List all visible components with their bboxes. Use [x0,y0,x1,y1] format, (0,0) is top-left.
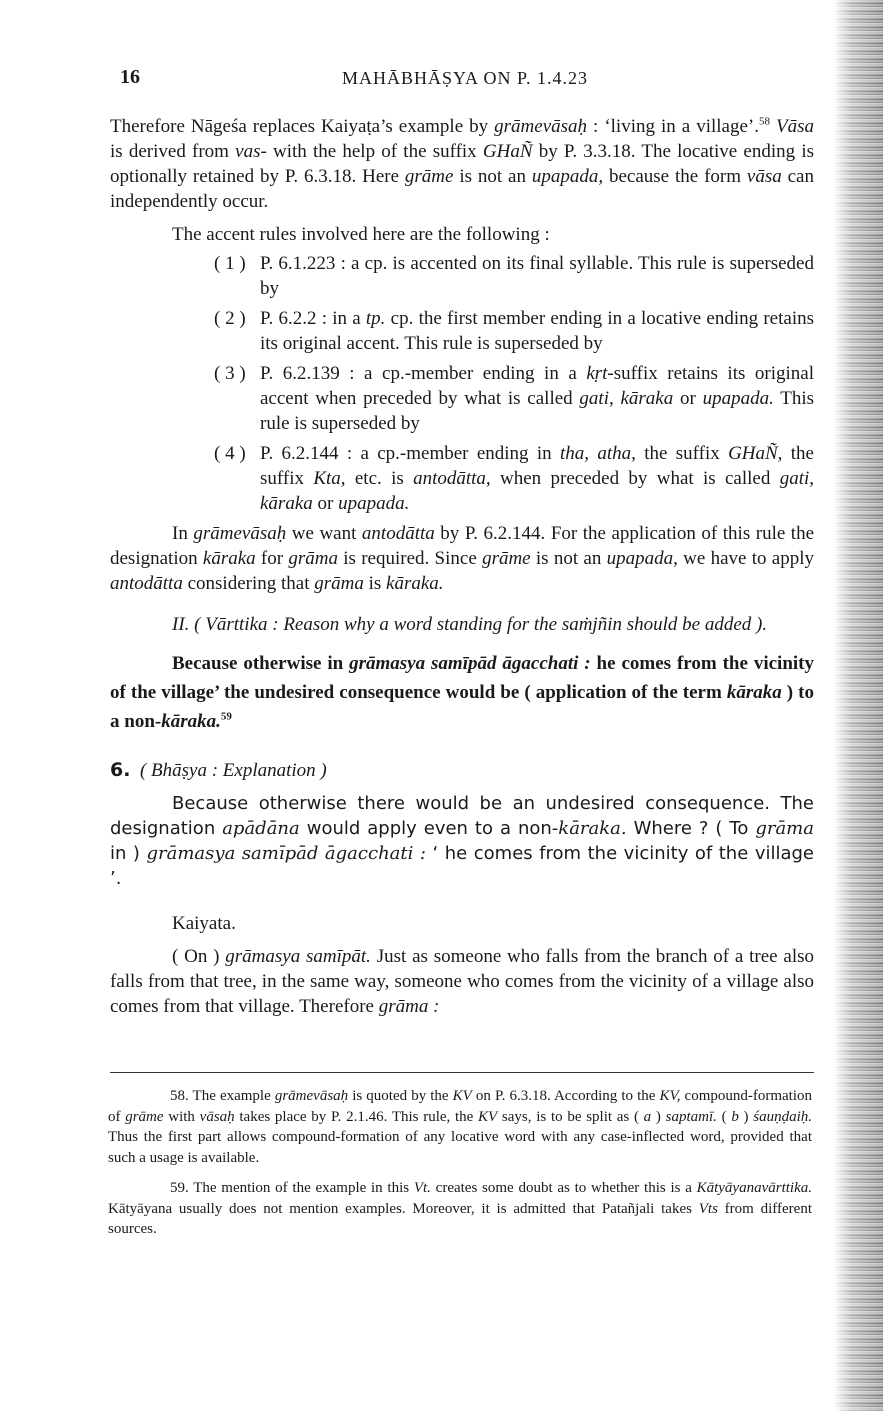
term: KV, [659,1088,681,1104]
term: kāraka [726,682,782,703]
list-item [214,251,814,301]
term: grāma [755,818,814,839]
term: grāmevāsaḥ [193,523,287,544]
vartika-text [110,649,814,736]
term: grāme [404,166,454,187]
page-header [120,66,810,96]
term: grāma : [378,996,440,1017]
term: kṛt [586,363,608,384]
text: compound-formation of [108,1088,813,1125]
text: is quoted by the [348,1088,453,1104]
text: is not an [530,548,607,569]
term: kāraka [202,548,256,569]
term: grāma [314,573,364,594]
text: with [163,1108,200,1125]
text: considering that [182,573,315,594]
text: P. 6.2.144 : a cp.-member ending in [260,443,560,464]
list-number: ( 3 ) [214,363,246,384]
text: Kātyāyana usually does not mention examples. Moreover, it is admitted that Patañjali takes [108,1200,699,1217]
paragraph-accent-intro: The accent rules involved here are the following : [172,224,550,245]
paragraph-explanation [110,791,814,891]
vartika-heading: II. ( Vārttika : Reason why a word standing for the saṁjñin should be added ). [172,614,768,635]
text: in ) [110,843,147,864]
text: on P. 6.3.18. According to the [471,1088,660,1104]
text: ) to a non- [110,682,815,732]
text: from different sources. [108,1200,812,1237]
text: we have to apply [677,548,815,569]
text: by P. 6.2.144. For the application of this rule the designation [110,523,815,569]
term: vāsa [746,166,782,187]
text: Where ? ( To [626,818,756,839]
term: Kātyāyanavārttika. [696,1180,812,1196]
term: antodātta [110,573,183,594]
text: is derived from [110,141,236,162]
bhasya-heading [110,758,814,783]
term: upapada, [606,548,678,569]
text: the suffix [635,443,729,464]
term: kāraka. [161,711,221,732]
text: Therefore Nāgeśa replaces Kaiyaṭa’s example by [110,116,495,137]
paragraph-nagesa [110,114,814,214]
text: 59. The mention of the example in this [170,1180,414,1196]
term: antodātta [361,523,435,544]
text: ( [716,1108,732,1125]
term: Vts [698,1200,718,1217]
text: the suffix [260,443,814,489]
list-text [260,441,814,516]
text: can independently occur. [110,166,814,212]
term: Vāsa [776,116,815,137]
term: grāmevāsaḥ [494,116,588,137]
text: -suffix retains its original accent when preceded by what is called [260,363,814,409]
term: grāmasya samīpāt. [225,946,371,967]
text: takes place by P. 2.1.46. This rule, the [234,1108,479,1125]
footnote-59 [108,1178,812,1240]
text: : ‘living in a village’. [587,116,759,137]
page-number: 16 [120,66,140,88]
text: Thus the first part allows compound-formation of any locative word with any case-inflected word, provided that such a usage is available. [108,1129,812,1166]
text: or [312,493,339,514]
text: P. 6.2.139 : a cp.-member ending in a [260,363,587,384]
term: GHaÑ, [728,443,783,464]
text: for [255,548,289,569]
term: GHaÑ [482,141,533,162]
list-text [260,361,814,436]
term: KV [478,1108,498,1125]
text: In [172,523,194,544]
paragraph-antodatta [110,521,814,596]
page-body [110,114,814,1019]
footnotes [108,1086,812,1240]
text: by P. 3.3.18. The locative ending is optionally retained by P. 6.3.18. Here [110,141,815,187]
term: KV [452,1088,472,1104]
running-head: MAHĀBHĀṢYA ON P. 1.4.23 [342,68,589,88]
text: This rule is superseded by [260,388,815,434]
text: or [673,388,703,409]
text: ) [651,1108,666,1125]
text: he comes from the vicinity of the village’ the undesired consequence would be ( application of the term [110,653,814,703]
term: antodātta, [413,468,491,489]
text: is not an [453,166,532,187]
text: when preceded by what is called [490,468,780,489]
paragraph-kaiyata [110,944,814,1019]
term: grāma [288,548,338,569]
section-number: 6. [110,759,131,781]
scan-edge [835,0,883,1411]
term: Vt. [413,1180,431,1196]
term: b [731,1108,739,1125]
term: a [643,1108,652,1125]
text: would apply even to a non- [299,818,559,839]
text: 58. The example [170,1088,275,1104]
list-number: ( 4 ) [214,443,246,464]
term: tha, atha, [559,443,636,464]
term: upapada. [338,493,410,514]
term: upapada, [531,166,604,187]
term: Kta, [313,468,346,489]
list-number: ( 1 ) [214,253,246,274]
term: apādāna [222,818,300,839]
list-item [214,306,814,356]
text: because the form [603,166,747,187]
term: gati, kāraka [260,468,814,514]
footnote-ref-59: 59 [220,710,232,723]
term: gati, kāraka [579,388,674,409]
term: grāmevāsaḥ [274,1088,349,1104]
text: etc. is [345,468,414,489]
term: grāmasya samīpād āgacchati : [349,653,591,674]
text: says, is to be split as ( [497,1108,644,1125]
text: is [363,573,387,594]
term: saptamī. [665,1108,717,1125]
list-item [214,441,814,516]
term: upapada. [702,388,774,409]
footnote-58 [108,1086,812,1168]
text: P. 6.2.2 : in a [260,308,366,329]
section-label: ( Bhāṣya : Explanation ) [139,760,327,781]
text: ( On ) [172,946,226,967]
term: śauṇḍaiḥ. [753,1108,813,1125]
text: with the help of the suffix [266,141,483,162]
term: kāraka. [558,818,627,839]
term: grāme [482,548,531,569]
text: is required. Since [338,548,483,569]
term: grāmasya samīpād āgacchati : [146,843,426,864]
term: vāsaḥ [199,1108,235,1125]
term: tp. [365,308,386,329]
footnote-rule [110,1072,814,1073]
accent-rules-list [214,251,814,516]
kaiyata-heading: Kaiyata. [172,913,236,934]
list-text: P. 6.1.223 : a cp. is accented on its final syllable. This rule is superseded by [260,253,814,299]
list-number: ( 2 ) [214,308,246,329]
text: Because otherwise in [172,653,350,674]
text: Just as someone who falls from the branch of a tree also falls from that tree, in the same way, someone who comes from the vicinity of a village also comes from that village. Therefore [110,946,814,1017]
list-item [214,361,814,436]
term: kāraka. [386,573,444,594]
text: ) [738,1108,754,1125]
footnote-ref-58: 58 [759,115,770,128]
text: cp. the first member ending in a locative ending retains its original accent. This rule is superseded by [260,308,815,354]
text: creates some doubt as to whether this is a [430,1180,697,1196]
text: ‘ he comes from the vicinity of the village ’. [110,843,815,889]
text: Because otherwise there would be an undesired consequence. The designation [110,793,814,839]
term: vas- [235,141,267,162]
list-text [260,306,814,356]
text: we want [286,523,362,544]
term: grāme [125,1108,164,1125]
